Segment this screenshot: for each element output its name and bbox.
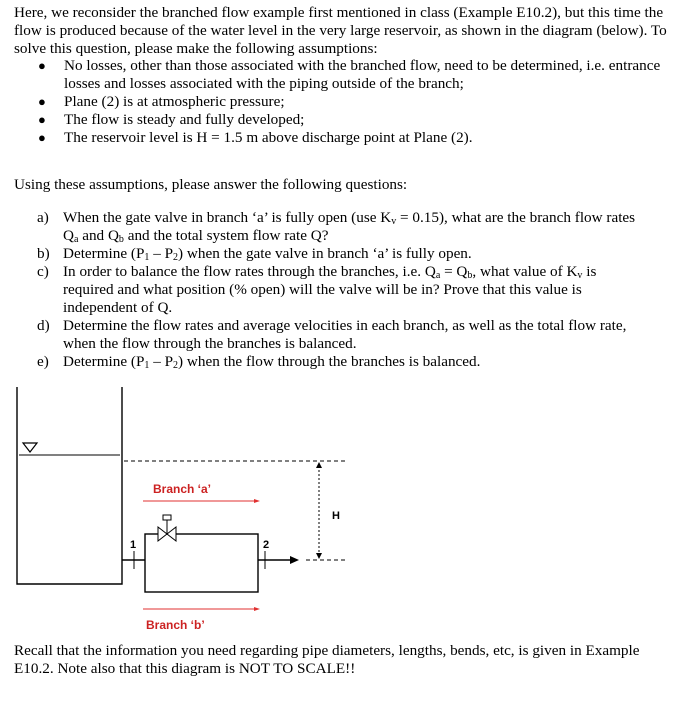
question-text: and Q: [78, 227, 119, 244]
question-text: ) when the gate valve in branch ‘a’ is fully open.: [178, 245, 472, 262]
questions-intro: Using these assumptions, please answer the following questions:: [14, 176, 408, 193]
subscript: a: [73, 234, 79, 245]
question-marker: a): [37, 209, 49, 226]
flow-diagram: [0, 378, 690, 640]
recall-paragraph: Recall that the information you need regarding pipe diameters, lengths, bends, etc, is given in Example E10.2. Note also that this diagram is NOT TO SCALE!!: [14, 642, 640, 677]
question-marker: b): [37, 245, 50, 262]
subscript: b: [467, 270, 473, 281]
question-text: Determine the flow rates and average velocities in each branch, as well as the total flow rate, when the flow through the branches is balanced.: [63, 317, 627, 352]
question-e: [37, 353, 647, 371]
question-text: – P: [149, 353, 174, 370]
question-text: = Q: [440, 263, 468, 280]
bullet-icon: ●: [38, 112, 46, 127]
bullet-icon: ●: [38, 94, 46, 109]
branch-a-label: Branch ‘a’: [153, 482, 212, 496]
question-c: [37, 263, 647, 317]
subscript: v: [391, 216, 397, 227]
assumption-item: [36, 93, 676, 111]
subscript: a: [435, 270, 441, 281]
assumption-text: The reservoir level is H = 1.5 m above discharge point at Plane (2).: [64, 129, 473, 146]
assumption-item: [36, 111, 676, 129]
question-text: Determine (P: [63, 245, 145, 262]
question-text: In order to balance the flow rates through the branches, i.e. Q: [63, 263, 436, 280]
height-arrow-top-icon: [316, 462, 322, 468]
branch-b-arrowhead-icon: [254, 607, 260, 611]
assumption-text: No losses, other than those associated with the branched flow, need to be determined, i.e. entrance losses and losses associated with the piping outside of the branch;: [64, 57, 661, 92]
question-text: – P: [149, 245, 174, 262]
question-text: is required and what position (% open) will the valve will be in? Prove that this value is independent of Q.: [63, 263, 597, 316]
question-marker: c): [37, 263, 49, 280]
assumption-item: [36, 129, 676, 147]
question-text: When the gate valve in branch ‘a’ is fully open (use K: [63, 209, 392, 226]
question-marker: d): [37, 317, 50, 334]
question-list: [37, 209, 647, 371]
intro-paragraph: Here, we reconsider the branched flow example first mentioned in class (Example E10.2), but this time the flow is produced because of the water level in the very large reservoir, as shown in the diagram (below). To solve this question, please make the following assumptions:: [14, 4, 667, 57]
assumption-list: [36, 57, 676, 147]
gate-valve-icon: [158, 515, 176, 541]
height-label: H: [332, 510, 340, 522]
assumption-item: [36, 57, 676, 93]
question-text: , what value of K: [472, 263, 578, 280]
bullet-icon: ●: [38, 58, 46, 73]
subscript: 2: [173, 252, 179, 263]
bullet-icon: ●: [38, 130, 46, 145]
subscript: 1: [144, 252, 150, 263]
question-a: [37, 209, 647, 245]
discharge-arrow-icon: [290, 556, 299, 564]
question-text: ) when the flow through the branches is balanced.: [178, 353, 481, 370]
subscript: 2: [173, 360, 179, 371]
water-level-icon: [23, 443, 37, 452]
question-text: = 0.15), what are the branch flow rates Q: [63, 209, 636, 244]
question-text: Determine (P: [63, 353, 145, 370]
height-arrow-bottom-icon: [316, 553, 322, 559]
question-text: and the total system flow rate Q?: [123, 227, 329, 244]
question-b: [37, 245, 647, 263]
branch-b-label: Branch ‘b’: [146, 618, 205, 632]
question-marker: e): [37, 353, 49, 370]
plane-2-label: 2: [263, 539, 270, 551]
subscript: 1: [144, 360, 150, 371]
reservoir-tank: [17, 387, 122, 584]
branch-loop: [145, 534, 258, 592]
assumption-text: Plane (2) is at atmospheric pressure;: [64, 93, 285, 110]
branch-a-arrowhead-icon: [254, 499, 260, 503]
assumption-text: The flow is steady and fully developed;: [64, 111, 305, 128]
subscript: v: [577, 270, 583, 281]
question-d: [37, 317, 647, 353]
plane-1-label: 1: [130, 539, 137, 551]
subscript: b: [118, 234, 124, 245]
